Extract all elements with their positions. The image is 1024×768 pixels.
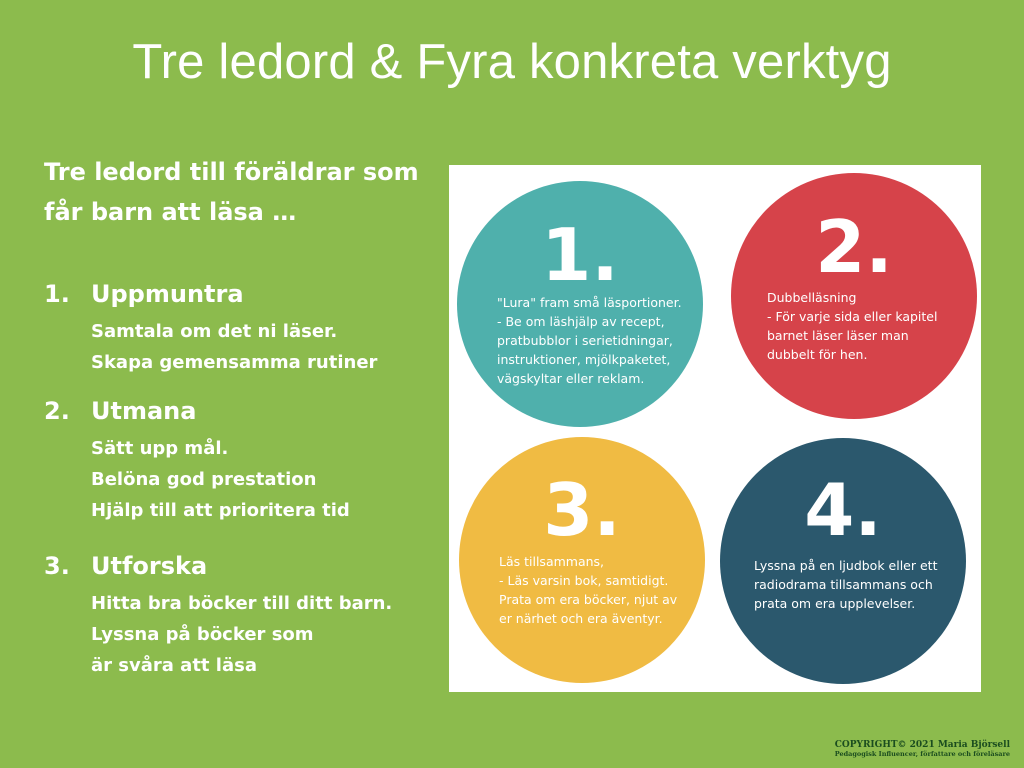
guideline-line: Skapa gemensamma rutiner <box>91 352 378 373</box>
tool-line: Prata om era böcker, njut av <box>499 592 678 607</box>
tool-circle-2 <box>731 173 977 419</box>
tool-line: - Läs varsin bok, samtidigt. <box>499 573 669 588</box>
tool-line: - Be om läshjälp av recept, <box>497 314 665 329</box>
tool-description <box>497 293 682 388</box>
tool-number: 4. <box>804 468 882 552</box>
tool-line: instruktioner, mjölkpaketet, <box>497 352 671 367</box>
tool-number: 1. <box>541 213 619 297</box>
guideline-number: 2. <box>44 397 70 425</box>
guideline-line: Lyssna på böcker som <box>91 624 314 645</box>
guideline-heading: Uppmuntra <box>91 280 244 308</box>
tool-line: "Lura" fram små läsportioner. <box>497 295 682 310</box>
tool-number: 3. <box>543 468 621 552</box>
guideline-details <box>91 433 350 526</box>
guideline-heading: Utforska <box>91 552 208 580</box>
guideline-line: Hjälp till att prioritera tid <box>91 500 350 521</box>
guideline-heading: Utmana <box>91 397 197 425</box>
intro-text <box>44 152 444 232</box>
copyright-notice <box>835 740 1010 758</box>
tool-line: er närhet och era äventyr. <box>499 611 663 626</box>
copyright-line-1: COPYRIGHT© 2021 Maria Björsell <box>834 740 1010 750</box>
guideline-line: Hitta bra böcker till ditt barn. <box>91 593 393 614</box>
tool-line: Lyssna på en ljudbok eller ett <box>754 558 938 573</box>
tool-line: vägskyltar eller reklam. <box>497 371 645 386</box>
intro-line-2: får barn att läsa … <box>44 198 297 226</box>
tool-line: dubbelt för hen. <box>767 347 868 362</box>
guideline-details <box>91 316 377 378</box>
tool-line: - För varje sida eller kapitel <box>767 309 938 324</box>
tool-circle-3 <box>459 437 705 683</box>
tool-line: radiodrama tillsammans och <box>754 577 933 592</box>
guideline-number: 3. <box>44 552 70 580</box>
tools-panel <box>449 165 981 692</box>
tool-line: prata om era upplevelser. <box>754 596 916 611</box>
tool-line: barnet läser läser man <box>767 328 909 343</box>
tool-line: Dubbelläsning <box>767 290 857 305</box>
tool-circle-4 <box>720 438 966 684</box>
page-title: Tre ledord & Fyra konkreta verktyg <box>132 35 892 89</box>
copyright-line-2: Pedagogisk Influencer, författare och föreläsare <box>834 750 1010 758</box>
tool-line: Läs tillsammans, <box>499 554 605 569</box>
guidelines-section <box>44 152 444 676</box>
guideline-line: Sätt upp mål. <box>91 438 229 459</box>
guideline-details <box>91 588 392 681</box>
tool-description <box>754 556 937 613</box>
tool-number: 2. <box>815 205 893 289</box>
intro-line-1: Tre ledord till föräldrar som <box>44 158 419 186</box>
tool-description <box>499 552 677 628</box>
guideline-line: är svåra att läsa <box>91 655 257 676</box>
guideline-line: Belöna god prestation <box>91 469 317 490</box>
guideline-line: Samtala om det ni läser. <box>91 321 338 342</box>
tool-description <box>767 288 937 364</box>
tool-circle-1 <box>457 181 703 427</box>
guideline-number: 1. <box>44 280 70 308</box>
tool-line: pratbubblor i serietidningar, <box>497 333 673 348</box>
